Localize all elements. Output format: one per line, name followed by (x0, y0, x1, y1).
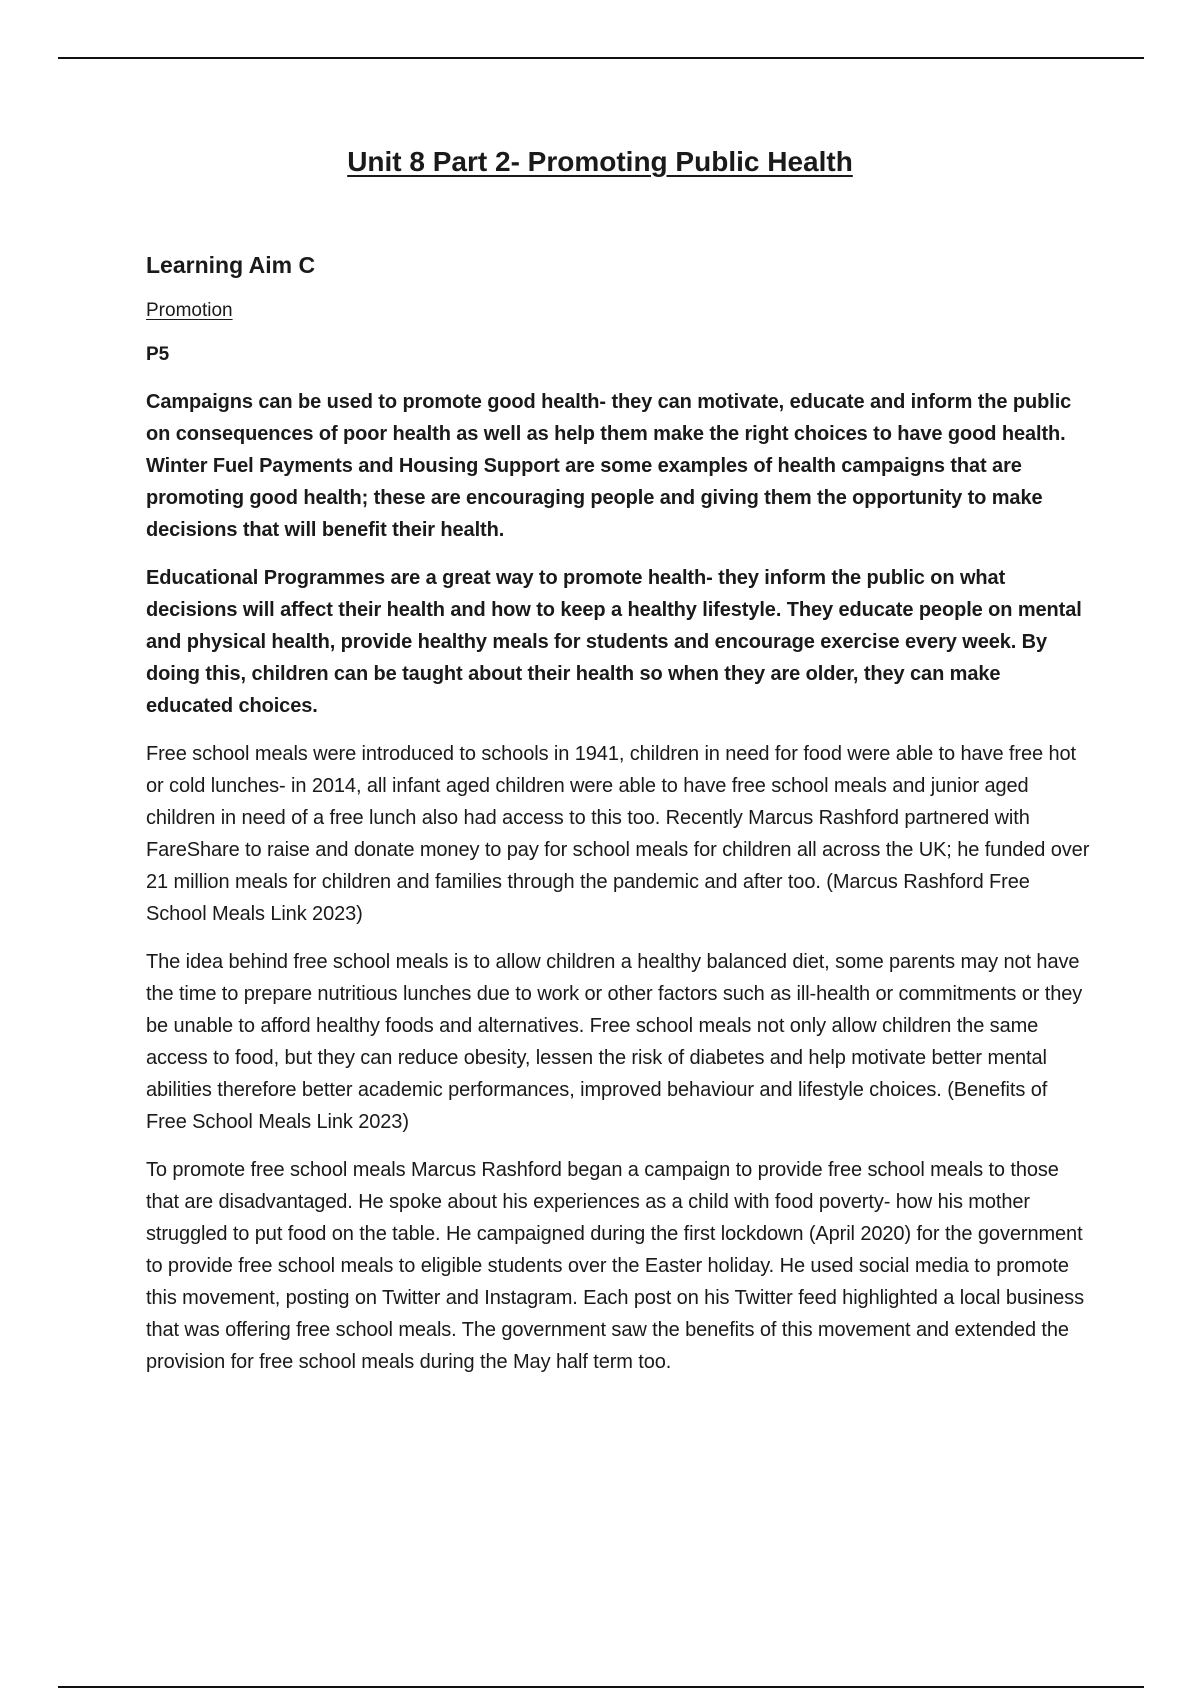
paragraph-free-school-meals-benefits: The idea behind free school meals is to allow children a healthy balanced diet, some parents may not have the time to prepare nutritious lunches due to work or other factors such as ill-health or commitments or they be unable to afford healthy foods and alternatives. Free school meals not only allow children the same access to food, but they can reduce obesity, lessen the risk of diabetes and help motivate better mental abilities therefore better academic performances, improved behaviour and lifestyle choices. (Benefits of Free School Meals Link 2023) (146, 951, 1083, 1133)
paragraph-educational-programmes: Educational Programmes are a great way to promote health- they inform the public on what decisions will affect their health and how to keep a healthy lifestyle. They educate people on mental and physical health, provide healthy meals for students and encourage exercise every week. By doing this, children can be taught about their health so when they are older, they can make educated choices. (146, 567, 1082, 717)
section-heading: Learning Aim C (146, 252, 316, 278)
criterion-label: P5 (146, 344, 170, 365)
page-title: Unit 8 Part 2- Promoting Public Health (347, 146, 853, 177)
paragraph-rashford-campaign: To promote free school meals Marcus Rashford began a campaign to provide free school meals to those that are disadvantaged. He spoke about his experiences as a child with food poverty- how his mother struggled to put food on the table. He campaigned during the first lockdown (April 2020) for the government to provide free school meals to eligible students over the Easter holiday. He used social media to promote this movement, posting on Twitter and Instagram. Each post on his Twitter feed highlighted a local business that was offering free school meals. The government saw the benefits of this movement and extended the provision for free school meals during the May half term too. (146, 1159, 1084, 1373)
header-rule (58, 57, 1144, 59)
document-body (146, 250, 1090, 1394)
paragraph-campaigns: Campaigns can be used to promote good health- they can motivate, educate and inform the public on consequences of poor health as well as help them make the right choices to have good health. Winter Fuel Payments and Housing Support are some examples of health campaigns that are promoting good health; these are encouraging people and giving them the opportunity to make decisions that will benefit their health. (146, 391, 1072, 541)
subheading-promotion: Promotion (146, 300, 233, 321)
footer-rule (58, 1686, 1144, 1688)
paragraph-free-school-meals-history: Free school meals were introduced to schools in 1941, children in need for food were able to have free hot or cold lunches- in 2014, all infant aged children were able to have free school meals and junior aged children in need of a free lunch also had access to this too. Recently Marcus Rashford partnered with FareShare to raise and donate money to pay for school meals for children all across the UK; he funded over 21 million meals for children and families through the pandemic and after too. (Marcus Rashford Free School Meals Link 2023) (146, 743, 1090, 925)
